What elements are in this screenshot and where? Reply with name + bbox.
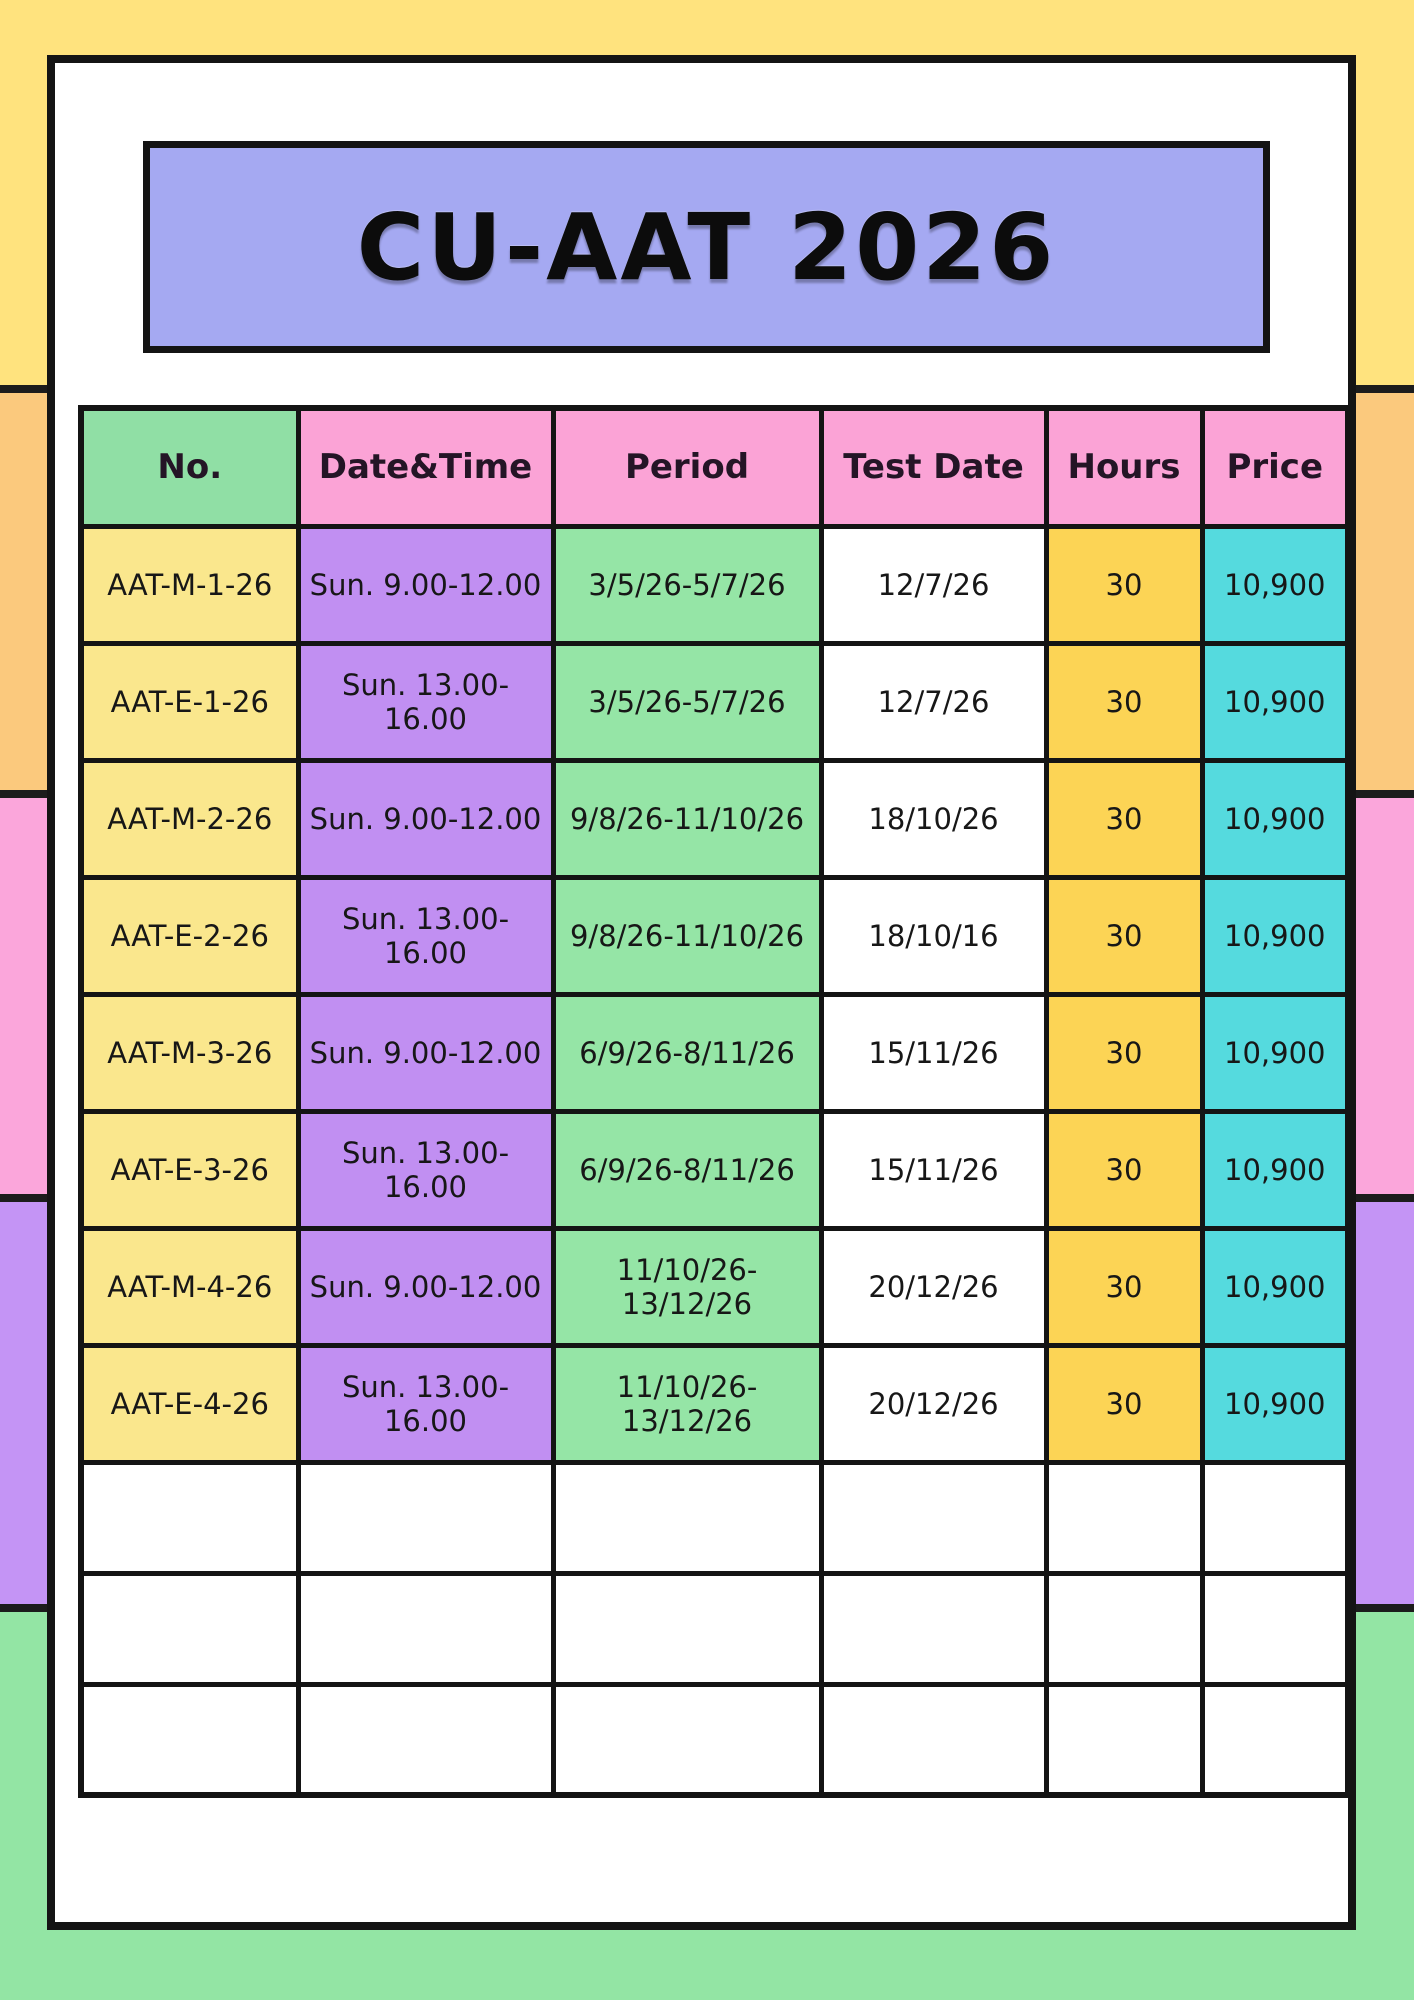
cell-test_date: 20/12/26 — [821, 1345, 1046, 1462]
table-row — [81, 1345, 1348, 1462]
table-row — [81, 1111, 1348, 1228]
empty-cell-price — [1202, 1573, 1348, 1684]
cell-no: AAT-E-1-26 — [81, 643, 298, 760]
empty-cell-hours — [1046, 1573, 1202, 1684]
content-card — [47, 55, 1356, 1930]
cell-period: 6/9/26-8/11/26 — [553, 1111, 821, 1228]
page-title: CU-AAT 2026 — [356, 193, 1057, 301]
empty-cell-period — [553, 1462, 821, 1573]
empty-cell-datetime — [298, 1462, 553, 1573]
header-cell-period: Period — [553, 408, 821, 526]
cell-hours: 30 — [1046, 877, 1202, 994]
cell-hours: 30 — [1046, 1345, 1202, 1462]
cell-test_date: 18/10/26 — [821, 760, 1046, 877]
cell-period: 6/9/26-8/11/26 — [553, 994, 821, 1111]
cell-period: 11/10/26-13/12/26 — [553, 1345, 821, 1462]
cell-price: 10,900 — [1202, 1345, 1348, 1462]
empty-cell-period — [553, 1684, 821, 1795]
empty-cell-hours — [1046, 1684, 1202, 1795]
table-row — [81, 994, 1348, 1111]
header-cell-no: No. — [81, 408, 298, 526]
table-row — [81, 526, 1348, 643]
cell-period: 9/8/26-11/10/26 — [553, 877, 821, 994]
empty-cell-test_date — [821, 1573, 1046, 1684]
table-row — [81, 877, 1348, 994]
cell-test_date: 12/7/26 — [821, 643, 1046, 760]
cell-no: AAT-M-3-26 — [81, 994, 298, 1111]
empty-table-row — [81, 1462, 1348, 1573]
empty-cell-datetime — [298, 1573, 553, 1684]
header-cell-test_date: Test Date — [821, 408, 1046, 526]
cell-hours: 30 — [1046, 1228, 1202, 1345]
empty-table-row — [81, 1684, 1348, 1795]
cell-no: AAT-M-4-26 — [81, 1228, 298, 1345]
empty-cell-period — [553, 1573, 821, 1684]
empty-cell-price — [1202, 1684, 1348, 1795]
cell-hours: 30 — [1046, 643, 1202, 760]
cell-period: 3/5/26-5/7/26 — [553, 526, 821, 643]
empty-table-row — [81, 1573, 1348, 1684]
cell-datetime: Sun. 13.00-16.00 — [298, 1345, 553, 1462]
cell-price: 10,900 — [1202, 643, 1348, 760]
empty-cell-no — [81, 1573, 298, 1684]
cell-price: 10,900 — [1202, 1111, 1348, 1228]
cell-no: AAT-E-2-26 — [81, 877, 298, 994]
cell-period: 3/5/26-5/7/26 — [553, 643, 821, 760]
cell-datetime: Sun. 13.00-16.00 — [298, 877, 553, 994]
cell-datetime: Sun. 9.00-12.00 — [298, 994, 553, 1111]
cell-hours: 30 — [1046, 994, 1202, 1111]
cell-price: 10,900 — [1202, 994, 1348, 1111]
cell-no: AAT-M-1-26 — [81, 526, 298, 643]
header-cell-datetime: Date&Time — [298, 408, 553, 526]
header-cell-price: Price — [1202, 408, 1348, 526]
empty-cell-hours — [1046, 1462, 1202, 1573]
cell-hours: 30 — [1046, 760, 1202, 877]
cell-price: 10,900 — [1202, 877, 1348, 994]
cell-period: 11/10/26-13/12/26 — [553, 1228, 821, 1345]
cell-price: 10,900 — [1202, 760, 1348, 877]
table-row — [81, 643, 1348, 760]
cell-no: AAT-M-2-26 — [81, 760, 298, 877]
cell-datetime: Sun. 9.00-12.00 — [298, 1228, 553, 1345]
cell-hours: 30 — [1046, 1111, 1202, 1228]
empty-cell-test_date — [821, 1462, 1046, 1573]
schedule-table-wrapper — [78, 405, 1351, 1798]
empty-cell-datetime — [298, 1684, 553, 1795]
schedule-table — [78, 405, 1351, 1798]
title-banner — [143, 141, 1270, 353]
empty-cell-price — [1202, 1462, 1348, 1573]
header-row — [81, 408, 1348, 526]
table-row — [81, 760, 1348, 877]
cell-no: AAT-E-3-26 — [81, 1111, 298, 1228]
cell-period: 9/8/26-11/10/26 — [553, 760, 821, 877]
empty-cell-test_date — [821, 1684, 1046, 1795]
cell-datetime: Sun. 9.00-12.00 — [298, 760, 553, 877]
cell-hours: 30 — [1046, 526, 1202, 643]
table-row — [81, 1228, 1348, 1345]
cell-test_date: 12/7/26 — [821, 526, 1046, 643]
cell-price: 10,900 — [1202, 526, 1348, 643]
cell-datetime: Sun. 13.00-16.00 — [298, 1111, 553, 1228]
cell-test_date: 15/11/26 — [821, 994, 1046, 1111]
empty-cell-no — [81, 1462, 298, 1573]
cell-datetime: Sun. 9.00-12.00 — [298, 526, 553, 643]
cell-price: 10,900 — [1202, 1228, 1348, 1345]
cell-test_date: 18/10/16 — [821, 877, 1046, 994]
cell-test_date: 15/11/26 — [821, 1111, 1046, 1228]
empty-cell-no — [81, 1684, 298, 1795]
header-cell-hours: Hours — [1046, 408, 1202, 526]
cell-datetime: Sun. 13.00-16.00 — [298, 643, 553, 760]
cell-test_date: 20/12/26 — [821, 1228, 1046, 1345]
cell-no: AAT-E-4-26 — [81, 1345, 298, 1462]
